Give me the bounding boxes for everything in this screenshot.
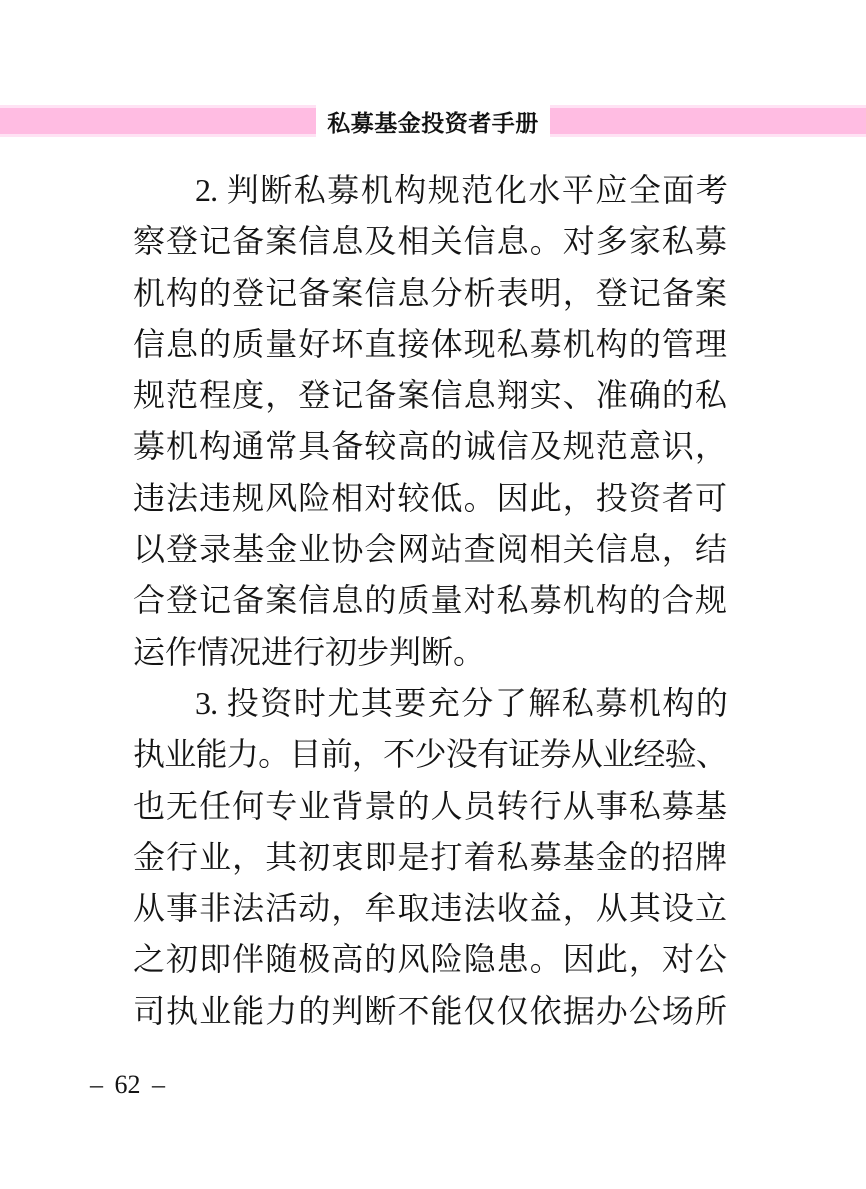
text-line: 机构的登记备案信息分析表明，登记备案 [133,274,727,311]
text-line: 察登记备案信息及相关信息。对多家私募 [133,223,727,260]
header-bar-left [0,105,316,137]
text-line: 也无任何专业背景的人员转行从事私募基 [133,787,727,824]
text-line: 金行业，其初衷即是打着私募基金的招牌 [133,838,727,875]
text-line: 规范程度，登记备案信息翔实、准确的私 [133,377,727,414]
text-line: 违法违规风险相对较低。因此，投资者可 [133,479,727,516]
text-line: 合登记备案信息的质量对私募机构的合规 [133,582,727,619]
body-text [133,165,727,1037]
text-line: 从事非法活动，牟取违法收益，从其设立 [133,890,727,927]
text-line: 以登录基金业协会网站查阅相关信息，结 [133,531,727,568]
text-line: 运作情况进行初步判断。 [133,633,486,670]
text-line: 信息的质量好坏直接体现私募机构的管理 [133,325,727,362]
text-line: 2. 判断私募机构规范化水平应全面考 [195,172,727,208]
page-title: 私募基金投资者手册 [327,109,539,136]
text-line: 司执业能力的判断不能仅仅依据办公场所 [133,992,727,1029]
text-line: 3. 投资时尤其要充分了解私募机构的 [195,684,727,721]
page-number: – 62 – [90,1070,165,1099]
text-line: 执业能力。目前，不少没有证券从业经验、 [133,736,727,773]
running-head [0,104,866,138]
text-line: 之初即伴随极高的风险隐患。因此，对公 [133,941,727,978]
header-bar-right [550,105,866,137]
text-line: 募机构通常具备较高的诚信及规范意识， [133,428,727,465]
